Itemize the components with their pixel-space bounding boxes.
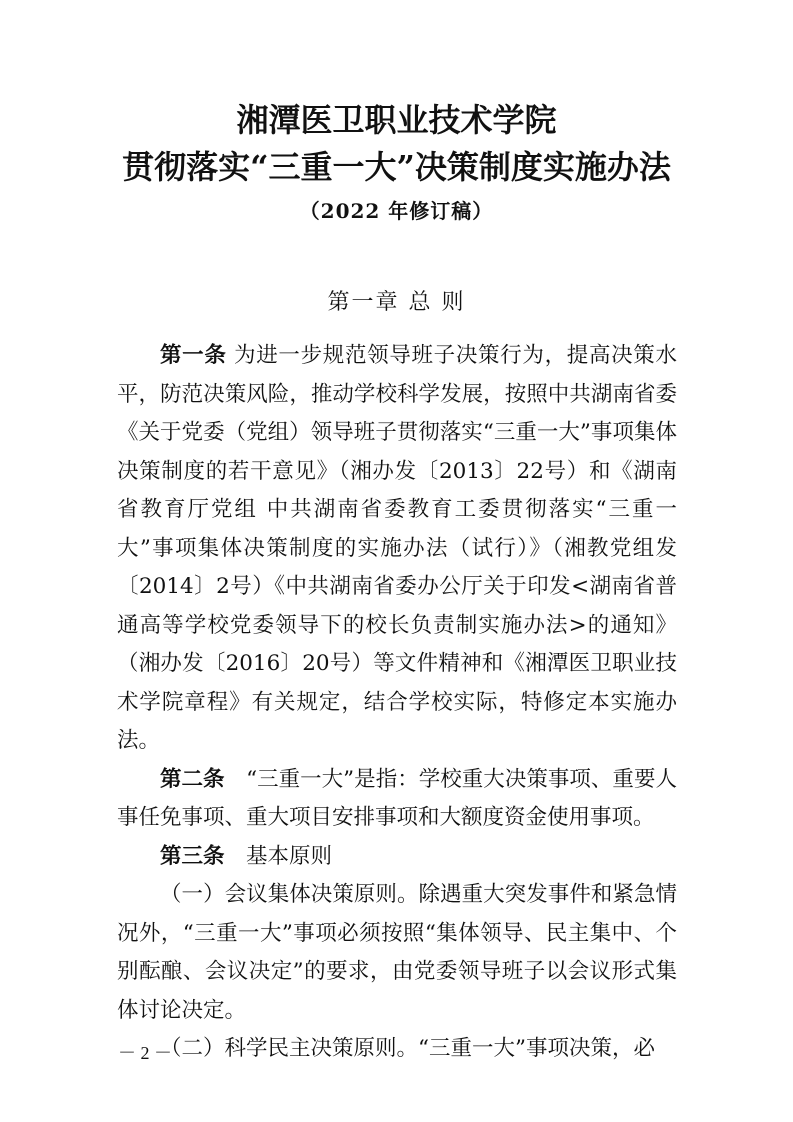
article-label: 第三条 [160,843,225,869]
chapter-heading: 第一章 总 则 [327,290,466,315]
clause-1: （一）会议集体决策原则。除遇重大突发事件和紧急情况外，“三重一大”事项必须按照“集体领导、民主集中、个别酝酿、会议决定”的要求，由党委领导班子以会议形式集体讨论决定。 [117,882,677,1023]
article-3 [117,838,677,877]
document-body [117,337,677,1069]
article-2 [117,761,677,838]
document-title-line1: 湘潭医卫职业技术学院 [236,101,557,139]
article-label: 第二条 [160,766,225,792]
article-text: 为进一步规范领导班子决策行为，提高决策水平，防范决策风险，推动学校科学发展，按照中共湖南省委《关于党委（党组）领导班子贯彻落实“三重一大”事项集体决策制度的若干意见》（湘办发〔2013〕22号）和《湖南省教育厅党组 中共湖南省委教育工委贯彻落实“三重一大”事项集体决策制度的实施办法（试行）》（湘教党组发〔2014〕2号）《中共湖南省委办公厅关于印发<湖南省普通高等学校党委领导下的校长负责制实施办法>的通知》（湘办发〔2016〕20号）等文件精神和《湘潭医卫职业技术学院章程》有关规定，结合学校实际，特修定本实施办法。 [117,343,677,753]
document-subtitle: （2022 年修订稿） [299,199,494,223]
article-text: 基本原则 [224,843,333,869]
article-1 [117,337,677,761]
document-title-line2: 贯彻落实“三重一大”决策制度实施办法 [122,148,671,186]
clause-2: （二）科学民主决策原则。“三重一大”事项决策，必 [160,1036,655,1061]
page-number: － 2 － [118,1043,172,1063]
article-text: “三重一大”是指：学校重大决策事项、重要人事任免事项、重大项目安排事项和大额度资金使用事项。 [117,766,677,830]
article-label: 第一条 [160,343,227,368]
